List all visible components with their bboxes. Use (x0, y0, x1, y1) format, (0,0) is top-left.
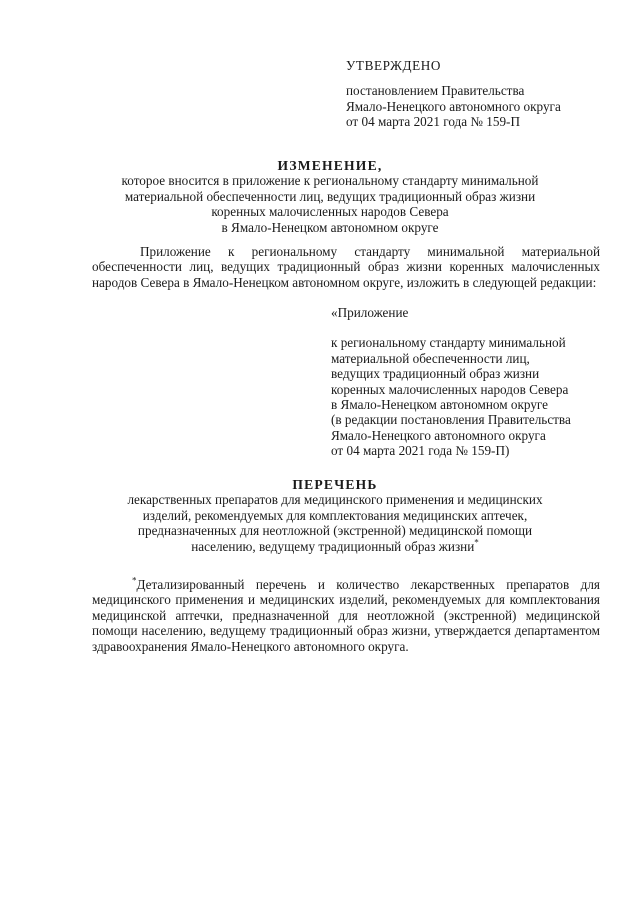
appendix-line: в Ямало-Ненецком автономном округе (331, 397, 548, 413)
footnote-text: Детализированный перечень и количество лекарственных препаратов для медицинского применения и медицинских изделий, рекомендуемых для комплектования медицинской аптечки, предназначенной для неотложной (экстренной) медицинской помощи населению, ведущему традиционный образ жизни, утверждается департаментом здравоохранения Ямало-Ненецкого автономного округа. (92, 577, 600, 654)
appendix-line: к региональному стандарту минимальной (331, 335, 566, 351)
change-title-line: коренных малочисленных народов Севера (211, 204, 449, 220)
change-title-line: которое вносится в приложение к региональному стандарту минимальной (121, 173, 539, 189)
approval-line: Ямало-Ненецкого автономного округа (346, 98, 561, 114)
intro-paragraph: Приложение к региональному стандарту минимальной материальной обеспеченности лиц, ведущих традиционный образ жизни коренных малочисленных народов Севера в Ямало-Ненецком автономном округе, изложить в следующей редакции: (92, 244, 600, 290)
footnote-block (92, 577, 600, 654)
appendix-line: ведущих традиционный образ жизни (331, 366, 540, 382)
list-title-heading: ПЕРЕЧЕНЬ (292, 477, 378, 492)
change-title-block (90, 158, 570, 235)
appendix-header (331, 305, 611, 459)
list-title-line: лекарственных препаратов для медицинского применения и медицинских (127, 492, 543, 508)
intro-paragraph-block (92, 244, 600, 290)
footnote-reference-mark: * (474, 537, 479, 548)
change-title-heading: ИЗМЕНЕНИЕ, (277, 158, 383, 173)
list-title-line: предназначенных для неотложной (экстренной) медицинской помощи (137, 523, 533, 539)
list-title-line: изделий, рекомендуемых для комплектования медицинских аптечек, (142, 507, 528, 523)
footnote-paragraph (92, 577, 600, 654)
appendix-line: Ямало-Ненецкого автономного округа (331, 427, 546, 443)
approval-heading: УТВЕРЖДЕНО (346, 58, 442, 73)
appendix-first-line: «Приложение (331, 305, 409, 320)
list-title-block (90, 477, 580, 554)
footnote-mark: * (132, 575, 137, 586)
approval-stamp (346, 58, 606, 130)
change-title-line: в Ямало-Ненецком автономном округе (221, 219, 439, 235)
appendix-line: от 04 марта 2021 года № 159-П) (331, 443, 510, 459)
list-title-line (90, 539, 580, 554)
approval-line: постановлением Правительства (346, 83, 525, 99)
appendix-line: коренных малочисленных народов Севера (331, 381, 569, 397)
appendix-line: (в редакции постановления Правительства (331, 412, 571, 428)
appendix-line: материальной обеспеченности лиц, (331, 350, 530, 366)
list-title-last-text: населению, ведущему традиционный образ жизни (191, 538, 475, 554)
approval-line: от 04 марта 2021 года № 159-П (346, 114, 520, 130)
change-title-line: материальной обеспеченности лиц, ведущих традиционный образ жизни (124, 188, 536, 204)
